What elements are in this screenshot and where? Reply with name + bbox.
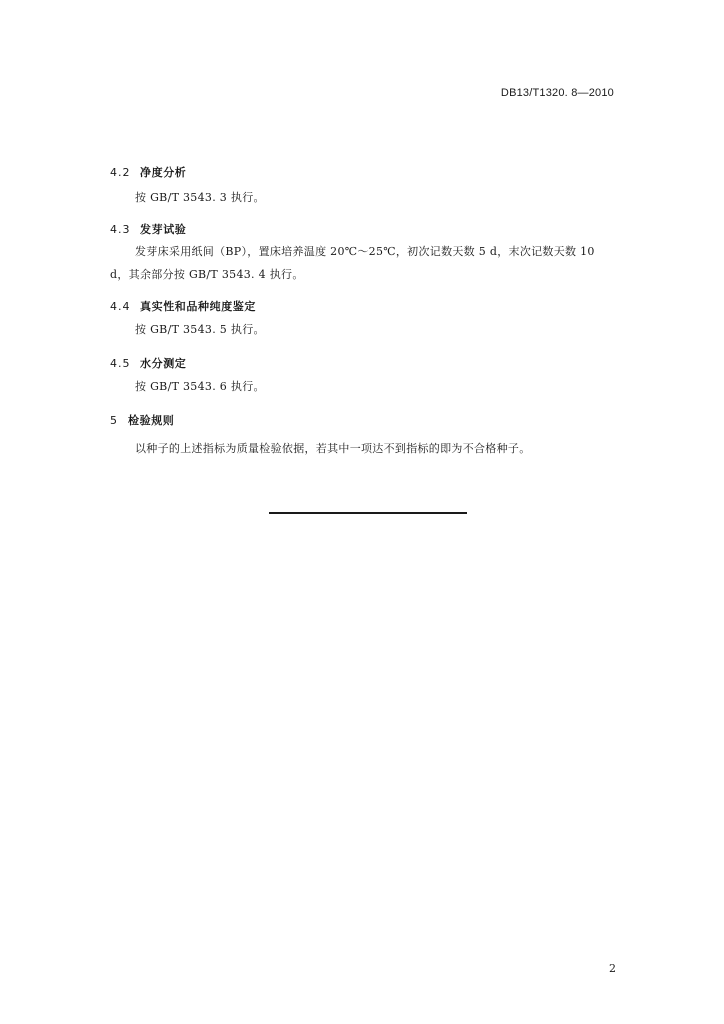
- end-of-standard-rule: [269, 512, 467, 514]
- page-number: 2: [609, 962, 616, 975]
- standard-code-header: DB13/T1320. 8—2010: [500, 87, 614, 99]
- section-heading-5: [110, 412, 174, 428]
- section-heading-4-5: [110, 355, 186, 371]
- section-body-4-5: [110, 375, 615, 398]
- section-number: 4.5: [110, 357, 131, 370]
- section-title: 真实性和品种纯度鉴定: [140, 300, 256, 313]
- section-title: 检验规则: [128, 414, 175, 427]
- section-text: 以种子的上述指标为质量检验依据，若其中一项达不到指标的即为不合格种子。: [135, 442, 531, 455]
- section-text: 按 GB/T 3543. 5 执行。: [135, 323, 265, 336]
- section-title: 发芽试验: [140, 223, 187, 236]
- section-title: 水分测定: [140, 357, 187, 370]
- section-title: 净度分析: [140, 166, 187, 179]
- section-text: 按 GB/T 3543. 3 执行。: [135, 191, 265, 204]
- section-number: 4.3: [110, 223, 131, 236]
- section-body-4-2: [110, 186, 615, 209]
- section-text: 按 GB/T 3543. 6 执行。: [135, 380, 265, 393]
- section-heading-4-2: [110, 164, 186, 180]
- section-number: 4.2: [110, 166, 131, 179]
- section-number: 4.4: [110, 300, 131, 313]
- section-heading-4-3: [110, 221, 186, 237]
- section-text: 发芽床采用纸间（BP），置床培养温度 20℃～25℃，初次记数天数 5 d，末次记数天数 10 d，其余部分按 GB/T 3543. 4 执行。: [110, 245, 595, 281]
- section-heading-4-4: [110, 298, 256, 314]
- section-body-5: [110, 437, 615, 460]
- section-body-4-4: [110, 318, 615, 341]
- section-number: 5: [110, 414, 118, 427]
- section-body-4-3: [110, 240, 615, 286]
